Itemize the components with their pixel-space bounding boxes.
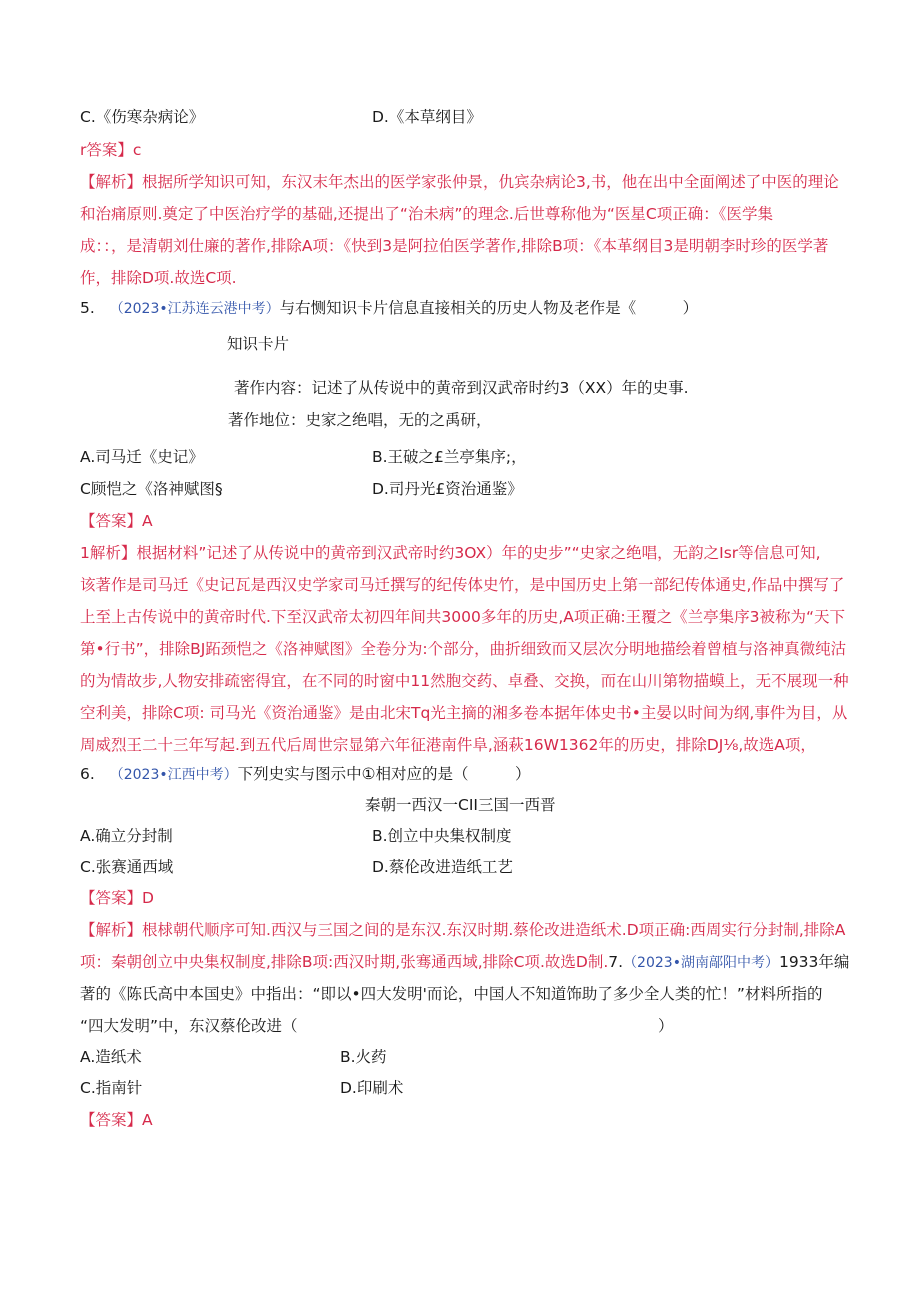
question-number: 5. — [80, 299, 95, 317]
q5-option-a: A.司马迁《史记》 — [80, 448, 204, 466]
q5-answer — [80, 511, 850, 531]
question-number: 6. — [80, 765, 95, 783]
q6-option-c: C.张赛通西域 — [80, 858, 174, 876]
q4-answer — [80, 140, 850, 160]
answer-tag: 【答案】 — [80, 1111, 143, 1129]
q6-option-b: B.创立中央集权制度 — [372, 827, 512, 845]
q7-options-row2 — [80, 1078, 850, 1098]
q7-option-d: D.印刷术 — [340, 1079, 404, 1097]
question-text: 下列史实与图示中①相对应的是（ ） — [237, 765, 531, 783]
timeline-diagram: 秦朝一西汉一CII三国一西晋 — [365, 796, 556, 814]
q4-analysis-line: 作，排除D项.故选C项. — [80, 269, 237, 287]
analysis-tag: 1解析】 — [80, 544, 137, 562]
q6-option-a: A.确立分封制 — [80, 827, 173, 845]
q4-analysis-line: 【解析】根据所学知识可知，东汉末年杰出的医学家张仲景，仇宾杂病论3,书，他在出中全面阐述了中医的理论 — [80, 173, 839, 191]
answer-value: D — [142, 889, 154, 907]
q5-analysis-line: 第•行书”，排除BJ跖颈恺之《洛神赋图》全卷分为:个部分，曲折细致而又层次分明地描绘着曾植与洛神真微纯沽 — [80, 640, 847, 658]
knowledge-card-title: 知识卡片 — [227, 335, 290, 353]
q5-option-b: B.王破之£兰亭集序;， — [372, 448, 527, 466]
question-text: 1933年编 — [778, 953, 850, 971]
q7-option-b: B.火药 — [340, 1048, 387, 1066]
analysis-tag: 【解析】 — [80, 921, 143, 939]
question-number: 7. — [608, 953, 624, 971]
q4-analysis-line: 和治痛原则.奠定了中医治疗学的基础,还提出了“治未病”的理念.后世尊称他为“医星C项正确：《医学集 — [80, 205, 773, 223]
analysis-tag: 【解析】 — [80, 173, 143, 191]
question-source: （2023•江西中考） — [109, 767, 238, 783]
q5-analysis-line: 周威烈王二十三年写起.到五代后周世宗显第六年征港南件阜,涵萩16W1362年的历史，排除DJ⅛,故选A项， — [80, 736, 816, 754]
q5-options-row1 — [80, 447, 850, 467]
knowledge-card-status: 著作地位：史家之绝唱，无的之禹研， — [228, 411, 492, 429]
q6-options-row2 — [80, 857, 850, 877]
q4-option-c: C.《伤寒杂病论》 — [80, 108, 205, 126]
question-text: 与右恻知识卡片信息直接相关的历史人物及老作是《 ） — [279, 299, 699, 317]
q6-option-d: D.蔡伦改进造纸工艺 — [372, 858, 513, 876]
q7-option-c: C.指南针 — [80, 1079, 143, 1097]
q5-option-c: C顾恺之《洛神赋图§ — [80, 480, 223, 498]
q5-analysis-line: 该著作是司马迁《史记瓦是西汉史学家司马迁撰写的纪传体史竹，是中国历史上第一部纪传体通史,作品中撰写了 — [80, 576, 845, 594]
question-source: （2023•湖南鄗阳中考） — [623, 955, 779, 971]
knowledge-card-content: 著作内容：记述了从传说中的黄帝到汉武帝时约3（XX）年的史事. — [234, 379, 689, 397]
q6-answer — [80, 888, 850, 908]
q6-analysis-line: 项：秦朝创立中央集权制度,排除B项:西汉时期,张骞通西域,排除C项.故选D制. — [80, 953, 609, 971]
q5-analysis-line: 1解析】根据材料”记述了从传说中的黄帝到汉武帝时约3OX）年的史步”“史家之绝唱，无韵之Isr等信息可知, — [80, 544, 821, 562]
q5-stem — [80, 298, 850, 319]
answer-value: A — [142, 512, 153, 530]
q6-options-row1 — [80, 826, 850, 846]
q5-analysis-line: 上至上古传说中的黄帝时代.下至汉武帝太初四年间共3000多年的历史,A项正确:王覆之《兰亭集序3被称为“天下 — [80, 608, 846, 626]
q5-options-row2 — [80, 479, 850, 499]
answer-tag: 【答案】 — [80, 512, 143, 530]
q7-options-row1 — [80, 1047, 850, 1067]
answer-blank-close: ） — [658, 1017, 674, 1035]
q4-option-d: D.《本草纲目》 — [372, 108, 482, 126]
q5-analysis-line: 的为情故步,人物安排疏密得宜，在不同的时窗中11然胞交药、卓叠、交换，而在山川第物描蟆上，无不展现一种 — [80, 672, 849, 690]
answer-value: A — [142, 1111, 153, 1129]
question-source: （2023•江苏连云港中考） — [109, 301, 280, 317]
q5-analysis-line: 空利美，排除C项: 司马光《资治通鉴》是由北宋Tq光主摘的湘多卷本据年体史书•主晏以时间为纲,事件为目，从 — [80, 704, 848, 722]
answer-tag: 【答案】 — [80, 889, 143, 907]
q6-stem — [80, 764, 850, 785]
q4-options — [80, 107, 850, 127]
q4-analysis-line: 成：：，是清朝刘仕廉的著作,排除A项：《快到3是阿拉伯医学著作,排除B项：《本革纲目3是明朝李时珍的医学著 — [80, 237, 829, 255]
answer-value: c — [132, 141, 142, 159]
q7-stem-line: “四大发明”中，东汉蔡伦改进（ ） — [80, 1017, 674, 1035]
q7-answer — [80, 1110, 850, 1130]
q5-option-d: D.司丹光£资治通鉴》 — [372, 480, 523, 498]
q6-analysis-and-q7-stem — [80, 952, 850, 973]
q7-option-a: A.造纸术 — [80, 1048, 142, 1066]
q6-analysis-line: 【解析】根梂朝代顺序可知.西汉与三国之间的是东汉.东汉时期.蔡伦改进造纸术.D项正确:西周实行分封制,排除A — [80, 921, 846, 939]
q7-stem-line: 著的《陈氏高中本国史》中指出：“即以•四大发明'而论，中国人不知道饰助了多少全人类的忙！”材料所指的 — [80, 985, 823, 1003]
answer-tag: r答案】 — [80, 141, 133, 159]
